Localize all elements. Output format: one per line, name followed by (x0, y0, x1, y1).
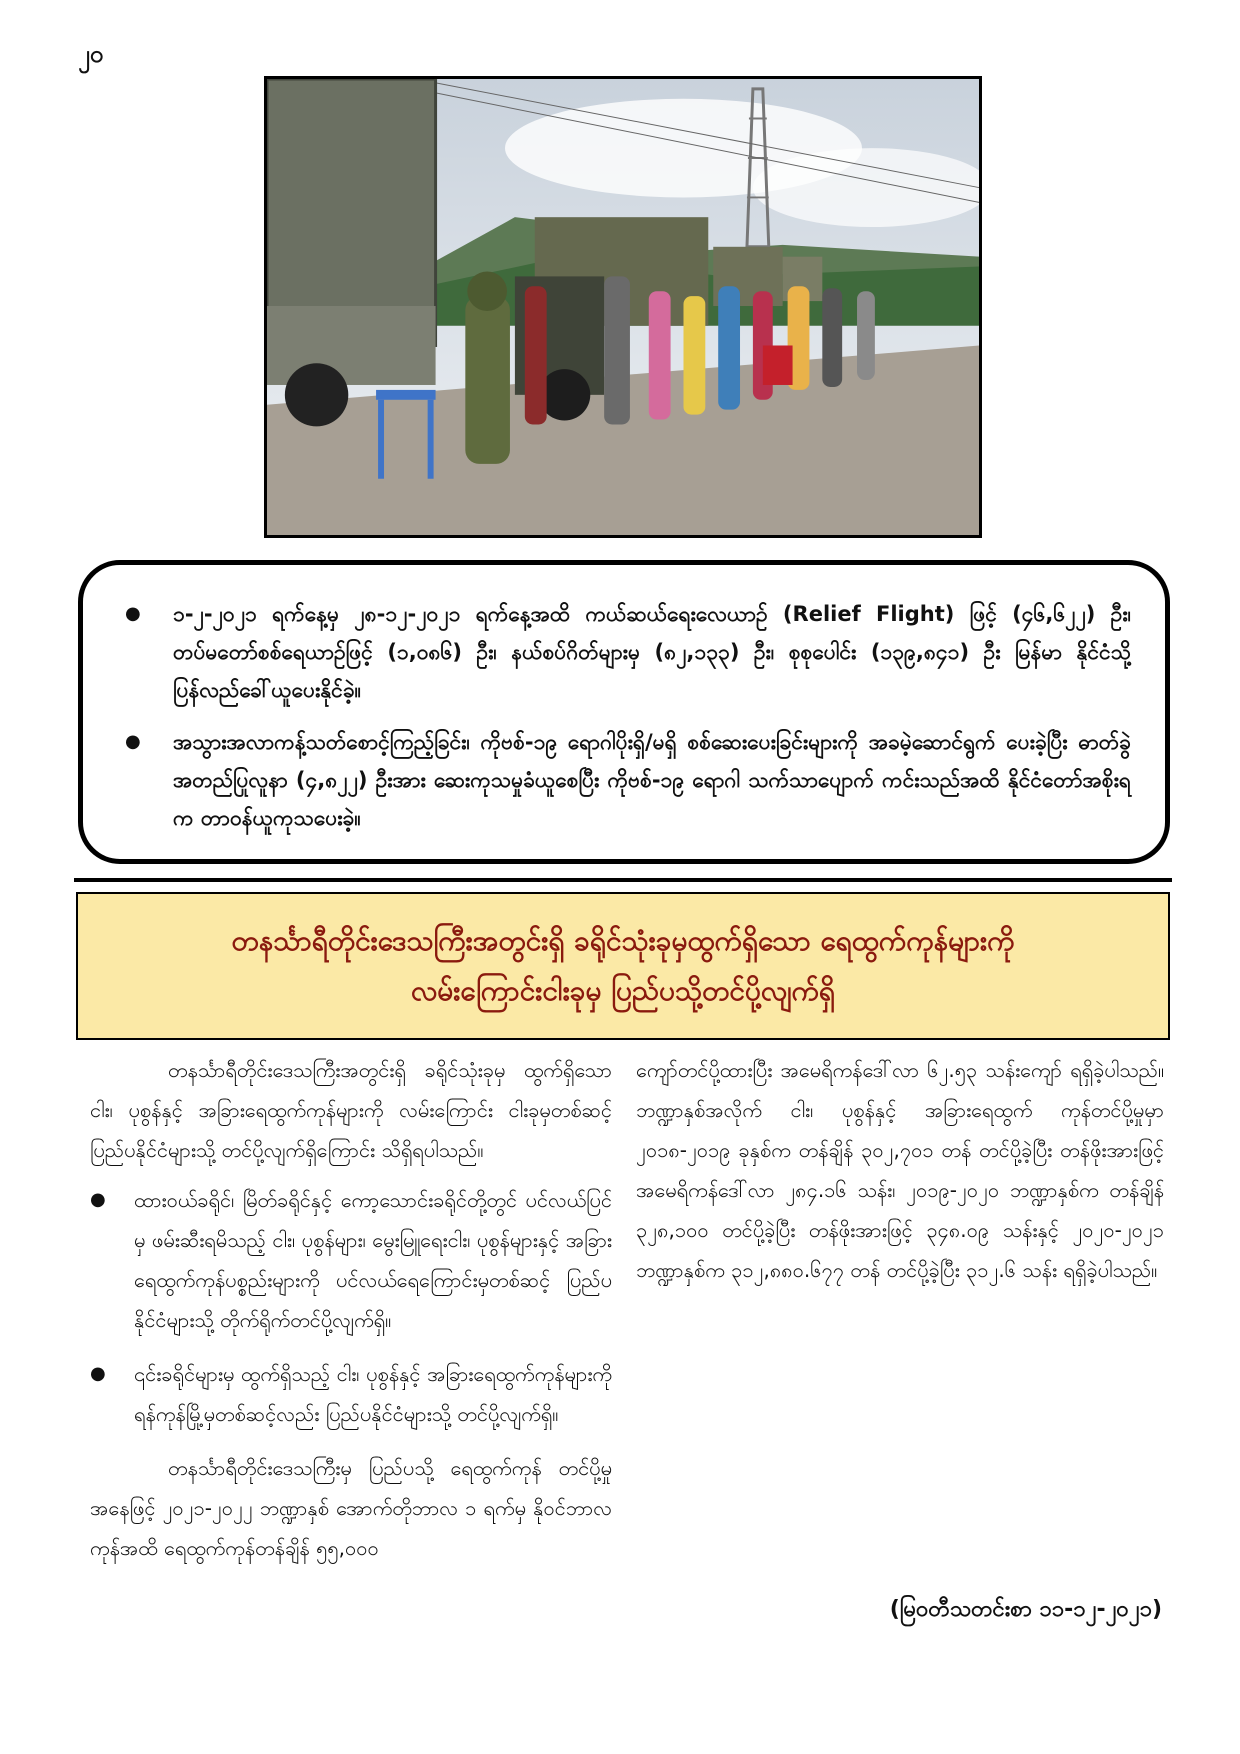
article-bullet: ● ထားဝယ်ခရိုင်၊ မြိတ်ခရိုင်နှင့် ကော့သောင်းခရိုင်တို့တွင် ပင်လယ်ပြင်မှ ဖမ်းဆီးရမိသည့် ငါး၊ ပုစွန်များ၊ မွေးမြူရေးငါး၊ ပုစွန်များနှင့် အခြားရေထွက်ကုန်ပစ္စည်းများကို ပင်လယ်ရေကြောင်းမှတစ်ဆင့် ပြည်ပနိုင်ငံများသို့ တိုက်ရိုက်တင်ပို့လျက်ရှိ။ (90, 1180, 612, 1340)
article-continuation: ကျော်တင်ပို့ထားပြီး အမေရိကန်ဒေါ်လာ ၆၂.၅၃ သန်းကျော် ရရှိခဲ့ပါသည်။ ဘဏ္ဍာနှစ်အလိုက် ငါး၊ ပုစွန်နှင့် အခြားရေထွက် ကုန်တင်ပို့မှုမှာ ၂၀၁၈-၂၀၁၉ ခုနှစ်က တန်ချိန် ၃၀၂,၇၀၁ တန် တင်ပို့ခဲ့ပြီး တန်ဖိုးအားဖြင့် အမေရိကန်ဒေါ်လာ ၂၈၄.၁၆ သန်း၊ ၂၀၁၉-၂၀၂၀ ဘဏ္ဍာနှစ်က တန်ချိန် ၃၂၈,၁၀၀ တင်ပို့ခဲ့ပြီး တန်ဖိုးအားဖြင့် ၃၄၈.၀၉ သန်းနှင့် ၂၀၂၀-၂၀၂၁ ဘဏ္ဍာနှစ်က ၃၁၂,၈၈၀.၆၇၇ တန် တင်ပို့ခဲ့ပြီး ၃၁၂.၆ သန်း ရရှိခဲ့ပါသည်။ (636, 1058, 1164, 1282)
article-intro: တနင်္သာရီတိုင်းဒေသကြီးအတွင်းရှိ ခရိုင်သုံးခုမှ ထွက်ရှိသော ငါး၊ ပုစွန်နှင့် အခြားရေထွက်ကုန်များကို လမ်းကြောင်း ငါးခုမှတစ်ဆင့် ပြည်ပနိုင်ငံများသို့ တင်ပို့လျက်ရှိကြောင်း သိရှိရပါသည်။ (90, 1058, 612, 1162)
article-column-right (636, 1050, 1164, 1300)
photo-illustration (267, 79, 979, 535)
summary-list (117, 595, 1131, 837)
summary-item: ● အသွားအလာကန့်သတ်စောင့်ကြည့်ခြင်း၊ ကိုဗစ်-၁၉ ရောဂါပိုးရှိ/မရှိ စစ်ဆေးပေးခြင်းများကို အခမဲ့ဆောင်ရွက် ပေးခဲ့ပြီး ဓာတ်ခွဲအတည်ပြုလူနာ (၄,၈၂၂) ဦးအား ဆေးကုသမှုခံယူစေပြီး ကိုဗစ်-၁၉ ရောဂါ သက်သာပျောက် ကင်းသည်အထိ နိုင်ငံတော်အစိုးရက တာဝန်ယူကုသပေးခဲ့။ (117, 723, 1131, 837)
summary-item: ● ၁-၂-၂၀၂၁ ရက်နေ့မှ ၂၈-၁၂-၂၀၂၁ ရက်နေ့အထိ ကယ်ဆယ်ရေးလေယာဉ် (Relief Flight) ဖြင့် (၄၆,၆၂၂) ဦး၊ တပ်မတော်စစ်ရေယာဉ်ဖြင့် (၁,၀၈၆) ဦး၊ နယ်စပ်ဂိတ်များမှ (၈၂,၁၃၃) ဦး၊ စုစုပေါင်း (၁၃၉,၈၄၁) ဦး မြန်မာ နိုင်ငံသို့ ပြန်လည်ခေါ်ယူပေးနိုင်ခဲ့။ (117, 595, 1131, 709)
news-photo (264, 76, 982, 538)
headline-line: တနင်္သာရီတိုင်းဒေသကြီးအတွင်းရှိ ခရိုင်သုံးခုမှထွက်ရှိသော ရေထွက်ကုန်များကို (231, 924, 1015, 957)
article-closing: တနင်္သာရီတိုင်းဒေသကြီးမှ ပြည်ပသို့ ရေထွက်ကုန် တင်ပို့မှုအနေဖြင့် ၂၀၂၁-၂၀၂၂ ဘဏ္ဍာနှစ် အောက်တိုဘာလ ၁ ရက်မှ နိုဝင်ဘာလကုန်အထိ ရေထွက်ကုန်တန်ချိန် ၅၅,၀၀၀ (90, 1456, 612, 1560)
article-headline (76, 892, 1170, 1040)
article-column-left (90, 1050, 612, 1578)
divider (74, 878, 1172, 882)
article-bullets (90, 1180, 612, 1434)
article-bullet: ● ၎င်းခရိုင်များမှ ထွက်ရှိသည့် ငါး၊ ပုစွန်နှင့် အခြားရေထွက်ကုန်များကို ရန်ကုန်မြို့မှတစ်ဆင့်လည်း ပြည်ပနိုင်ငံများသို့ တင်ပို့လျက်ရှိ။ (90, 1354, 612, 1434)
headline-line: လမ်းကြောင်းငါးခုမှ ပြည်ပသို့တင်ပို့လျက်ရှိ (410, 974, 836, 1007)
page-number: ၂၀ (78, 40, 104, 68)
summary-box (78, 560, 1170, 864)
source-citation: (မြဝတီသတင်းစာ ၁၁-၁၂-၂၀၂၁) (889, 1597, 1162, 1622)
